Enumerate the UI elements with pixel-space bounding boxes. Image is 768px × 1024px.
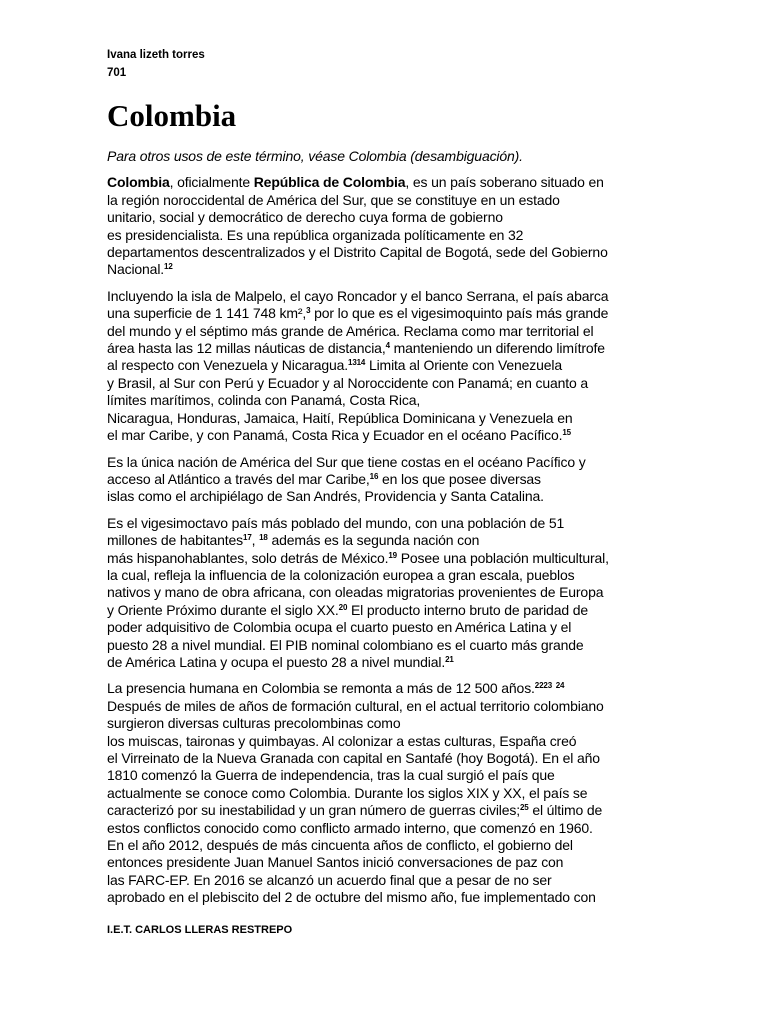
citation-ref: 18: [259, 533, 268, 543]
citation-ref: 2223: [534, 681, 552, 691]
citation-ref: 15: [562, 428, 571, 438]
citation-ref: 21: [445, 654, 454, 664]
paragraph-geography: Incluyendo la isla de Malpelo, el cayo Roncador y el banco Serrana, el país abarca una superficie de 1 141 748 km²,$^3$ por lo que es el vigesimoquinto país más grande del mundo y el séptimo más grande de América. Reclama como mar territorial el área hasta las 12 millas náuticas de distancia,$^4$ manteniendo un diferendo limítrofe al respecto con Venezuela y Nicaragua.$^{1314}$ Limita al Oriente con Venezuela y Brasil, al Sur con Perú y Ecuador y al Noroccidente con Panamá; en cuanto a límites marítimos, colinda con Panamá, Costa Rica, Nicaragua, Honduras, Jamaica, Haití, República Dominicana y Venezuela en el mar Caribe, y con Panamá, Costa Rica y Ecuador en el océano Pacífico.$^{15}$: [107, 287, 609, 444]
citation-ref: 19: [388, 550, 397, 560]
page-footer: I.E.T. CARLOS LLERAS RESTREPO: [107, 924, 293, 936]
group-number: 701: [107, 67, 127, 79]
citation-ref: 25: [519, 803, 529, 813]
citation-ref: 4: [385, 341, 390, 351]
citation-ref: 17: [243, 533, 252, 543]
citation-ref: 24: [555, 681, 565, 691]
paragraph-population: Es el vigesimoctavo país más poblado del mundo, con una población de 51 millones de habitantes$^{17}$, $^{18}$ además es la segunda nación con más hispanohablantes, solo detrás de México.$^{19}$ Posee una población multicultural, la cual, refleja la influencia de la colonización europea a gran escala, pueblos nativos y mano de obra africana, con oleadas migratorias provenientes de Europa y Oriente Próximo durante el siglo XX.$^{20}$ El producto interno bruto de paridad de poder adquisitivo de Colombia ocupa el cuarto puesto en América Latina y el puesto 28 a nivel mundial. El PIB nominal colombiano es el cuarto más grande de América Latina y ocupa el puesto 28 a nivel mundial.$^{21}$: [107, 514, 609, 670]
citation-ref: 12: [164, 262, 173, 272]
paragraph-history: La presencia humana en Colombia se remonta a más de 12 500 años.$^{2223}$ $^{24}$ Después de miles de años de formación cultural, en el actual territorio colombiano surgieron diversas culturas precolombinas como los muiscas, taironas y quimbayas. Al colonizar a estas culturas, España creó el Virreinato de la Nueva Granada con capital en Santafé (hoy Bogotá). En el año 1810 comenzó la Guerra de independencia, tras la cual surgió el país que actualmente se conoce como Colombia. Durante los siglos XIX y XX, el país se caracterizó por su inestabilidad y un gran número de guerras civiles;$^{25}$ el último de estos conflictos conocido como conflicto armado interno, que comenzó en 1960. En el año 2012, después de más cincuenta años de conflicto, el gobierno del entonces presidente Juan Manuel Santos inició conversaciones de paz con las FARC-EP. En 2016 se alcanzó un acuerdo final que a pesar de no ser aprobado en el plebiscito del 2 de octubre del mismo año, fue implementado con: [107, 680, 604, 906]
citation-ref: 16: [369, 471, 379, 481]
author-name: Ivana lizeth torres: [107, 49, 205, 61]
paragraph-coasts: Es la única nación de América del Sur que tiene costas en el océano Pacífico y acceso al Atlántico a través del mar Caribe,$^{16}$ en los que posee diversas islas como el archipiélago de San Andrés, Providencia y Santa Catalina.: [107, 453, 586, 505]
citation-ref: 3: [306, 306, 311, 316]
disambiguation-note: Para otros usos de este término, véase Colombia (desambiguación).: [107, 148, 523, 164]
paragraph-intro: Colombia, oficialmente República de Colombia, es un país soberano situado en la región noroccidental de América del Sur, que se constituye en un estado unitario, social y democrático de derecho cuya forma de gobierno es presidencialista. Es una república organizada políticamente en 32 departamentos descentralizados y el Distrito Capital de Bogotá, sede del Gobierno Nacional.$^{12}$: [107, 174, 608, 278]
page-header: [107, 46, 205, 82]
citation-ref: 20: [338, 602, 348, 612]
article-body: [107, 148, 667, 916]
citation-ref: 1314: [348, 358, 366, 368]
page-title: Colombia: [107, 98, 237, 133]
